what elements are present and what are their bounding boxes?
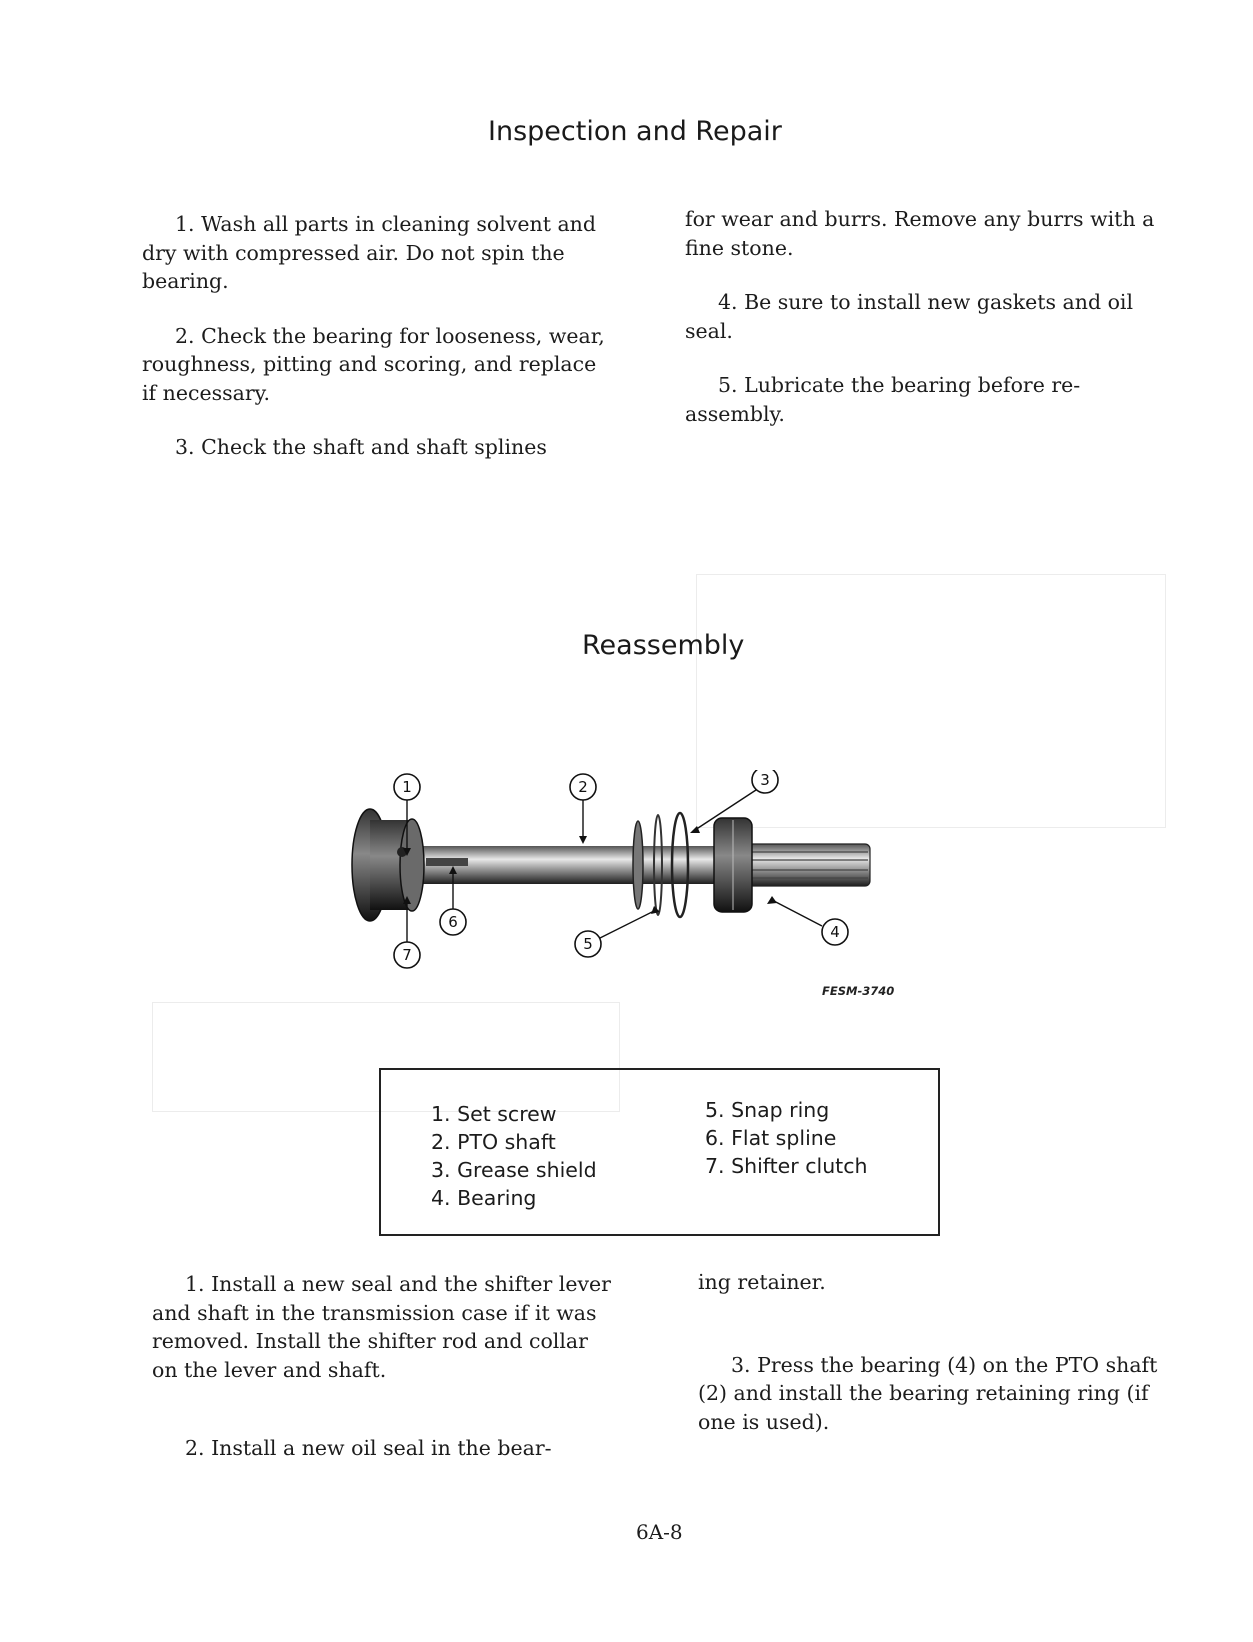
reassembly-step-2: 2. Install a new oil seal in the bear-: [185, 1436, 552, 1460]
inspection-heading: Inspection and Repair: [488, 116, 782, 147]
flat-spline-part: [426, 858, 468, 866]
reassembly-step-3: 3. Press the bearing (4) on the PTO shaft (2) and install the bearing retaining ring (if one is used).: [698, 1352, 1158, 1434]
inspection-step-2: 2. Check the bearing for looseness, wear, roughness, pitting and scoring, and replace if necessary.: [142, 323, 605, 405]
callout-7: 7: [402, 946, 412, 964]
inspection-right-column: [685, 205, 1155, 428]
inspection-step-4: 4. Be sure to install new gaskets and oil seal.: [685, 290, 1134, 343]
legend-item: 7. Shifter clutch: [705, 1154, 868, 1178]
inspection-left-column: [142, 210, 612, 462]
figure-label: FESM-3740: [822, 984, 895, 998]
reassembly-step-1: 1. Install a new seal and the shifter lever and shaft in the transmission case if it was removed. Install the shifter rod and collar on the lever and shaft.: [152, 1272, 611, 1382]
callout-4: 4: [830, 923, 840, 941]
inspection-step-5: 5. Lubricate the bearing before re-assembly.: [685, 373, 1081, 426]
legend-item: 1. Set screw: [431, 1102, 557, 1126]
legend-item: 3. Grease shield: [431, 1158, 597, 1182]
callout-5: 5: [583, 935, 593, 953]
legend-item: 4. Bearing: [431, 1186, 537, 1210]
inspection-step-3-continued: for wear and burrs. Remove any burrs with a fine stone.: [685, 207, 1155, 260]
parts-legend: [379, 1068, 940, 1236]
callout-1: 1: [402, 778, 412, 796]
reassembly-right-column: [698, 1268, 1168, 1436]
legend-item: 6. Flat spline: [705, 1126, 837, 1150]
reassembly-left-column: [152, 1270, 612, 1463]
callout-3: 3: [760, 771, 770, 789]
pto-shaft-diagram: [340, 770, 900, 980]
legend-item: 5. Snap ring: [705, 1098, 830, 1122]
legend-right-column: [705, 1096, 868, 1180]
inspection-step-1: 1. Wash all parts in cleaning solvent and dry with compressed air. Do not spin the bearing.: [142, 212, 597, 293]
page-number: 6A-8: [636, 1520, 683, 1544]
reassembly-heading: Reassembly: [582, 630, 745, 661]
callout-2: 2: [578, 778, 588, 796]
inspection-step-3: 3. Check the shaft and shaft splines: [175, 435, 547, 459]
legend-left-column: [431, 1100, 597, 1212]
callout-6: 6: [448, 913, 458, 931]
reassembly-step-2-continued: ing retainer.: [698, 1270, 826, 1294]
legend-item: 2. PTO shaft: [431, 1130, 556, 1154]
